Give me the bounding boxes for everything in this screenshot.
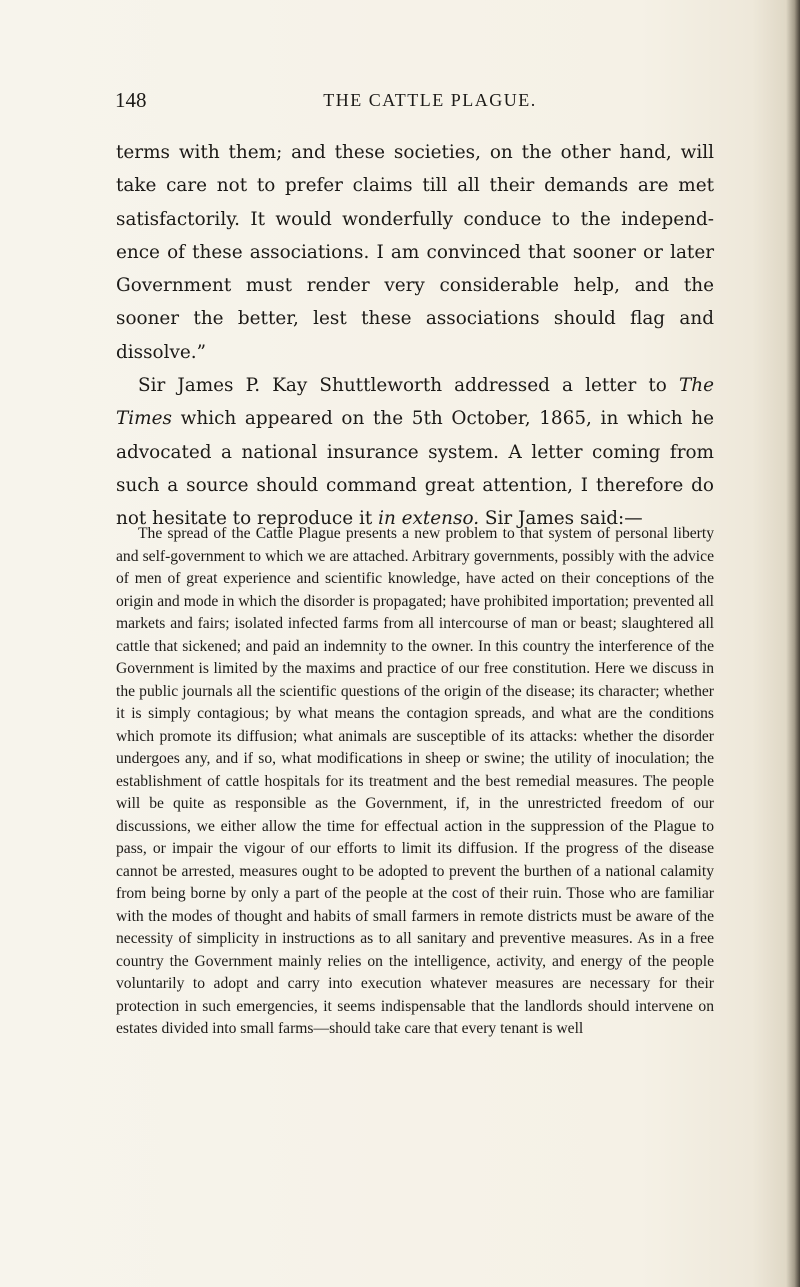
- paragraph-2-text-1: Sir James P. Kay Shuttleworth addressed a letter to: [138, 375, 679, 397]
- paragraph-2-text-3: Sir James said:—: [479, 508, 643, 530]
- body-text: [116, 136, 714, 536]
- page-edge-shadow: [786, 0, 800, 1287]
- latin-phrase: in extenso.: [378, 508, 480, 530]
- paragraph-1: terms with them; and these societies, on the other hand, will take care not to prefer claims till all their demands are met satisfactorily. It would wonderfully conduce to the independence of these associations. I am convinced that sooner or later Government must render very considerable help, and the sooner the better, lest these associations should flag and dissolve.”: [116, 142, 714, 363]
- quoted-letter: [116, 523, 714, 1041]
- page-number: 148: [115, 88, 147, 112]
- paragraph-2-text-2: which appeared on the 5th October, 1865, in which he advocated a national insurance system. A letter coming from such a source should command great attention, I therefore do not hesitate to reproduce it: [116, 408, 714, 530]
- quoted-letter-text: The spread of the Cattle Plague presents a new problem to that system of personal liberty and self-government to which we are attached. Arbitrary governments, possibly with the advice of men of great experience and scientific knowledge, have acted on their conceptions of the origin and mode in which the disorder is propagated; have prohibited importation; prevented all markets and fairs; isolated infected farms from all intercourse of man or beast; slaughtered all cattle that sickened; and paid an indemnity to the owner. In this country the interference of the Government is limited by the maxims and practice of our free constitution. Here we discuss in the public journals all the scientific questions of the origin of the disease; its character; whether it is simply contagious; by what means the contagion spreads, and what are the conditions which promote its diffusion; what animals are susceptible of its attacks: whether the disorder undergoes any, and if so, what modifications in sheep or swine; the utility of inoculation; the establishment of cattle hospitals for its treatment and the best remedial measures. The people will be quite as responsible as the Government, if, in the unrestricted freedom of our discussions, we either allow the time for effectual action in the suppression of the Plague to pass, or impair the vigour of our efforts to limit its diffusion. If the progress of the disease cannot be arrested, measures ought to be adopted to prevent the burthen of a national calamity from being borne by only a part of the people at the cost of their ruin. Those who are familiar with the modes of thought and habits of small farmers in remote districts must be aware of the necessity of simplicity in instructions as to all sanitary and preventive measures. As in a free country the Government mainly relies on the intelligence, activity, and energy of the people voluntarily to adopt and carry into execution whatever measures are necessary for their protection in such emergencies, it seems indispensable that the landlords should intervene on estates divided into small farms—should take care that every tenant is well: [116, 525, 714, 1037]
- newspaper-title: The Times: [116, 375, 714, 430]
- running-title: THE CATTLE PLAGUE.: [323, 90, 537, 110]
- paragraph-2: [116, 369, 714, 535]
- page-header: [115, 88, 715, 118]
